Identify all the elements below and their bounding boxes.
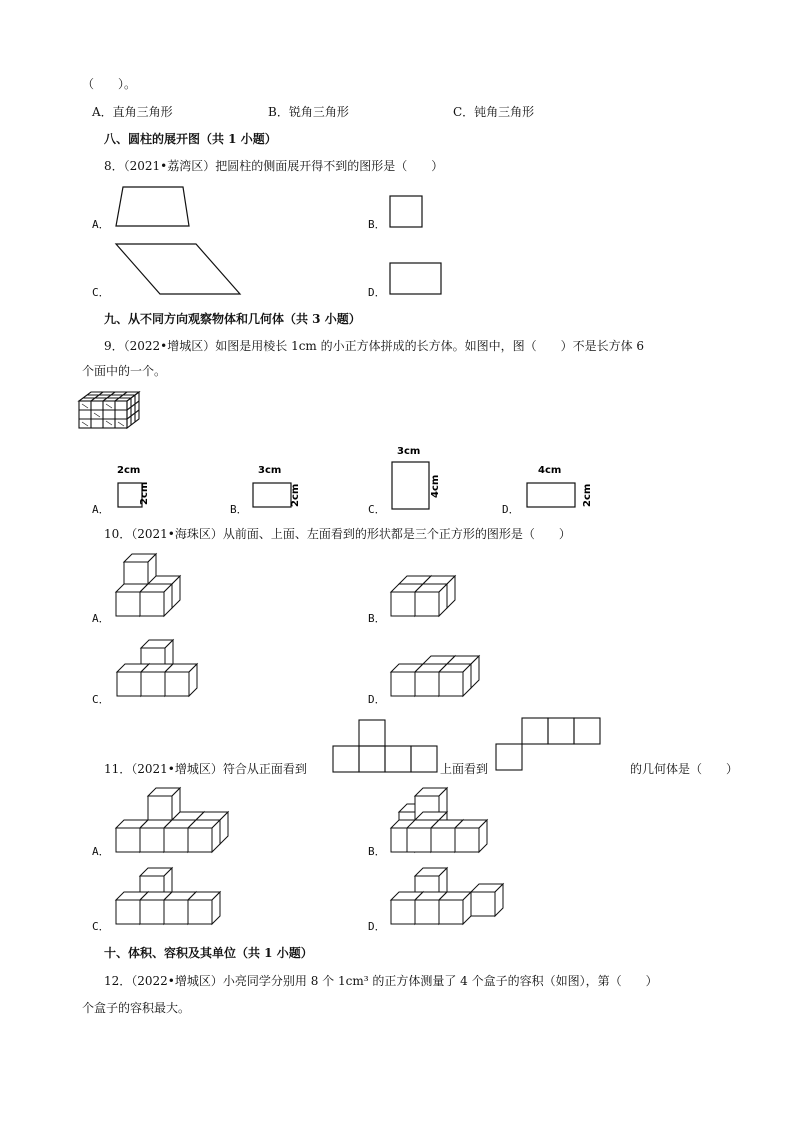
prev-option-a: A．直角三角形: [92, 105, 173, 119]
question-9-line1: 9．（2022•增城区）如图是用棱长 1cm 的小正方体拼成的长方体。如图中，图（ ）不是长方体 6: [104, 339, 645, 353]
rectangle-figure: [389, 262, 445, 298]
cuboid-picture: [78, 390, 142, 432]
parallelogram-figure: [114, 242, 244, 298]
question-11-part3: 的几何体是（ ）: [630, 762, 739, 776]
prev-option-b: B．锐角三角形: [268, 105, 349, 119]
prev-question-answer: （ ）。: [82, 77, 137, 91]
q8-option-c-label: C．: [92, 286, 110, 299]
cube-stack-b: [391, 786, 501, 856]
q10-option-d-label: D．: [368, 693, 386, 706]
face-4x2-figure: [524, 462, 596, 510]
cube-stack-c: [117, 634, 217, 704]
q11-option-c-label: C．: [92, 920, 110, 933]
question-11-part1: 11．（2021•增城区）符合从正面看到: [104, 762, 307, 776]
dimension-label: 2cm: [139, 481, 150, 505]
q9-option-c-label: C．: [368, 503, 386, 516]
q8-option-d-label: D．: [368, 286, 386, 299]
question-11-part2: 上面看到: [440, 762, 489, 776]
q11-option-a-label: A．: [92, 845, 110, 858]
dimension-label: 3cm: [397, 446, 421, 457]
q9-option-d-label: D．: [502, 503, 520, 516]
square-figure: [389, 195, 425, 231]
cube-stack-a: [116, 786, 236, 856]
face-3x2-figure: [250, 462, 312, 510]
q9-option-b-label: B．: [230, 503, 248, 516]
front-view-figure: [331, 718, 441, 774]
q11-option-d-label: D．: [368, 920, 386, 933]
q9-option-a-label: A．: [92, 503, 110, 516]
section-title: 八、圆柱的展开图（共 1 小题）: [104, 132, 277, 146]
cube-stack-b: [391, 576, 471, 626]
prev-option-c: C．钝角三角形: [453, 105, 535, 119]
q11-option-b-label: B．: [368, 845, 386, 858]
top-view-figure: [494, 716, 604, 772]
question-9-line2: 个面中的一个。: [82, 364, 167, 378]
cube-stack-d: [391, 654, 491, 704]
face-3x4-figure: [389, 443, 447, 513]
question-12-line2: 个盒子的容积最大。: [82, 1001, 191, 1015]
dimension-label: 4cm: [430, 474, 441, 498]
section-title: 九、从不同方向观察物体和几何体（共 3 小题）: [104, 312, 361, 326]
dimension-label: 4cm: [538, 465, 562, 476]
section-title: 十、体积、容积及其单位（共 1 小题）: [104, 946, 313, 960]
question-10-text: 10．（2021•海珠区）从前面、上面、左面看到的形状都是三个正方形的图形是（ ）: [104, 527, 571, 541]
cube-stack-d: [391, 860, 511, 930]
q10-option-b-label: B．: [368, 612, 386, 625]
dimension-label: 2cm: [117, 465, 141, 476]
q8-option-b-label: B．: [368, 218, 386, 231]
dimension-label: 2cm: [582, 483, 593, 507]
trapezoid-figure: [114, 185, 194, 230]
q10-option-a-label: A．: [92, 612, 110, 625]
q10-option-c-label: C．: [92, 693, 110, 706]
q8-option-a-label: A．: [92, 218, 110, 231]
question-8-text: 8．（2021•荔湾区）把圆柱的侧面展开得不到的图形是（ ）: [104, 159, 444, 173]
dimension-label: 3cm: [258, 465, 282, 476]
question-12-line1: 12．（2022•增城区）小亮同学分别用 8 个 1cm³ 的正方体测量了 4 个盒子的容积（如图），第（ ）: [104, 974, 658, 988]
cube-stack-c: [116, 860, 236, 930]
face-2x2-figure: [114, 462, 162, 510]
cube-stack-a: [116, 552, 196, 622]
dimension-label: 2cm: [290, 483, 301, 507]
